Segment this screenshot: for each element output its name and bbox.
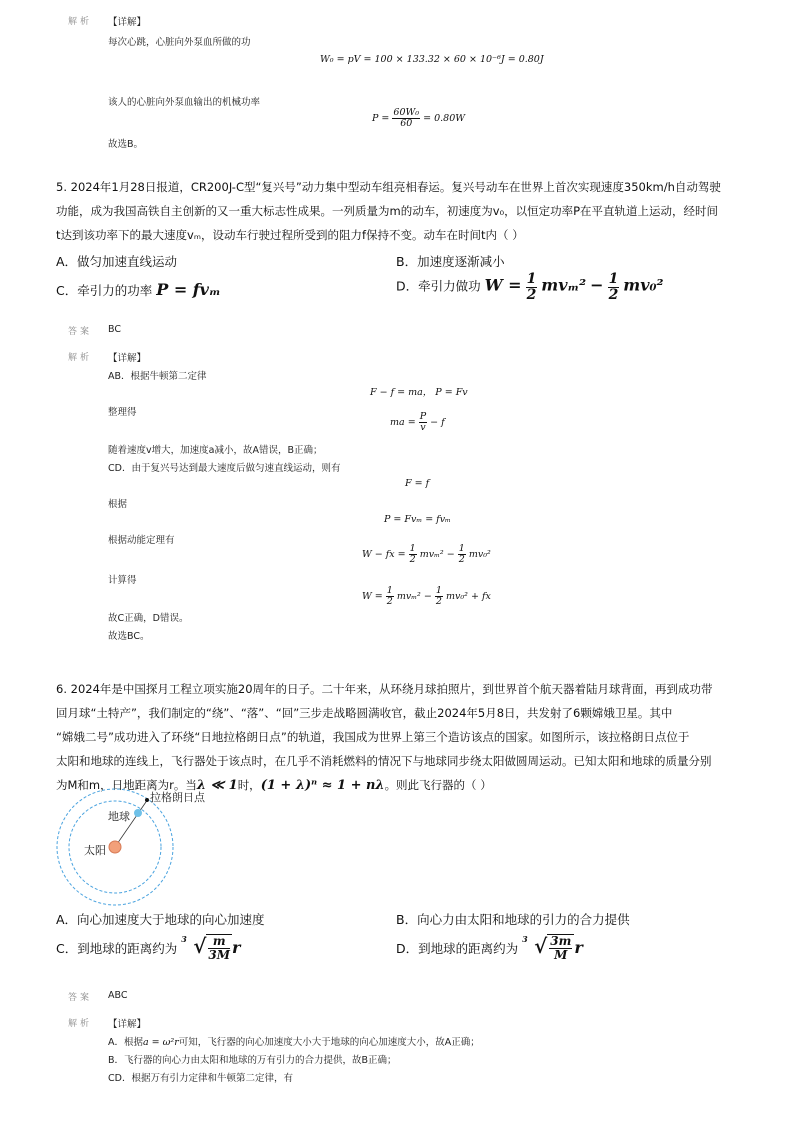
question-text: 6. 2024年是中国探月工程立项实施20周年的日子。二十年来，从环绕月球拍照片，到世界首个航天器着陆月球背面，再到成功带 xyxy=(56,682,713,696)
sun-icon xyxy=(109,841,121,853)
solution-line: 每次心跳，心脏向外泵血所做的功 xyxy=(108,37,251,48)
solution-line: CD．由于复兴号达到最大速度后做匀速直线运动，则有 xyxy=(108,463,341,474)
equation: W = $\frac{1}{2}$ mvₘ² − $\frac{1}{2}$ mv₀² + fx xyxy=(362,585,491,607)
answer-tag: 答案 xyxy=(68,993,93,1003)
equation: P = $\frac{\text{60W₀}}{60}$ = 0.80W xyxy=(372,107,466,129)
solution-line: 随着速度v增大，加速度a减小，故A错误，B正确； xyxy=(108,445,323,456)
equation: W₀ = pV = 100 × 133.32 × 60 × 10⁻⁶J = 0.80J xyxy=(320,54,544,65)
equation: F = f xyxy=(405,478,430,489)
option-c: C．牵引力的功率 P = fvₘ xyxy=(56,280,221,299)
question-text: 5. 2024年1月28日报道，CR200J-C型“复兴号”动力集中型动车组亮相春运。复兴号动车在世界上首次实现速度350km/h自动驾驶 xyxy=(56,180,721,194)
solution-line: 整理得 xyxy=(108,407,137,418)
lagrange-point-icon xyxy=(145,798,149,802)
answer-value: ABC xyxy=(108,990,128,1001)
option-b: B．加速度逐渐减小 xyxy=(396,254,505,269)
question-text: 回月球“土特产”，我们制定的“绕”、“落”、“回”三步走战略圆满收官，截止2024年5月8日，共发射了6颗嫦娥卫星。其中 xyxy=(56,706,673,720)
detail-heading: 【详解】 xyxy=(108,1019,147,1030)
analysis-tag: 解析 xyxy=(68,1019,93,1029)
solution-line: A．根据a = ω²r可知，飞行器的向心加速度大小大于地球的向心加速度大小，故A正确； xyxy=(108,1037,480,1048)
solution-line: 计算得 xyxy=(108,575,137,586)
analysis-tag: 解析 xyxy=(68,17,93,27)
option-b: B．向心力由太阳和地球的引力的合力提供 xyxy=(396,912,630,927)
option-d: D．牵引力做功 W = $\frac{1}{2}$ mvₘ² − $\frac{1}{2}$ mv₀² xyxy=(396,271,664,303)
question-text: 为M和m，日地距离为r。当λ ≪ 1时，(1 + λ)ⁿ ≈ 1 + nλ。则此飞行器的（ ） xyxy=(56,778,492,793)
solution-line: 根据动能定理有 xyxy=(108,535,175,546)
analysis-tag: 解析 xyxy=(68,353,93,363)
option-a: A．向心加速度大于地球的向心加速度 xyxy=(56,912,265,927)
option-d: D．到地球的距离约为 3 √ $\frac{3m}{M}$ r xyxy=(396,934,583,962)
equation: ma = $\frac{P}{v}$ − f xyxy=(390,411,445,433)
label-lagrange-point: 拉格朗日点 xyxy=(150,791,205,804)
solution-line: 故选B。 xyxy=(108,139,144,150)
answer-value: BC xyxy=(108,324,121,335)
solution-line: 根据 xyxy=(108,499,128,510)
solution-line: 故C正确，D错误。 xyxy=(108,613,189,624)
equation: P = Fvₘ = fvₘ xyxy=(384,514,451,525)
label-sun: 太阳 xyxy=(84,844,106,857)
solution-line: AB．根据牛顿第二定律 xyxy=(108,371,207,382)
detail-heading: 【详解】 xyxy=(108,353,147,364)
equation: W − fx = $\frac{1}{2}$ mvₘ² − $\frac{1}{2}$ mv₀² xyxy=(362,543,491,565)
solution-line: B．飞行器的向心力由太阳和地球的万有引力的合力提供，故B正确； xyxy=(108,1055,397,1066)
question-text: 功能，成为我国高铁自主创新的又一重大标志性成果。一列质量为m的动车，初速度为v₀，以恒定功率P在平直轨道上运动，经时间 xyxy=(56,204,719,218)
solution-line: 故选BC。 xyxy=(108,631,150,642)
answer-tag: 答案 xyxy=(68,327,93,337)
equation: F − f = ma， P = Fv xyxy=(370,387,468,398)
question-text: 太阳和地球的连线上，飞行器处于该点时，在几乎不消耗燃料的情况下与地球同步绕太阳做圆周运动。已知太阳和地球的质量分别 xyxy=(56,754,712,768)
detail-heading: 【详解】 xyxy=(108,17,147,28)
solution-line: 该人的心脏向外泵血输出的机械功率 xyxy=(108,97,261,108)
question-text: “嫦娥二号”成功进入了环绕“日地拉格朗日点”的轨道，我国成为世界上第三个造访该点的国家。如图所示，该拉格朗日点位于 xyxy=(56,730,690,744)
option-c: C．到地球的距离约为 3 √ $\frac{m}{3M}$ r xyxy=(56,934,241,962)
solution-line: CD．根据万有引力定律和牛顿第二定律，有 xyxy=(108,1073,293,1084)
question-text: t达到该功率下的最大速度vₘ，设动车行驶过程所受到的阻力f保持不变。动车在时间t内（ ） xyxy=(56,228,524,242)
option-a: A．做匀加速直线运动 xyxy=(56,254,178,269)
label-earth: 地球 xyxy=(108,810,130,823)
earth-icon xyxy=(134,809,142,817)
